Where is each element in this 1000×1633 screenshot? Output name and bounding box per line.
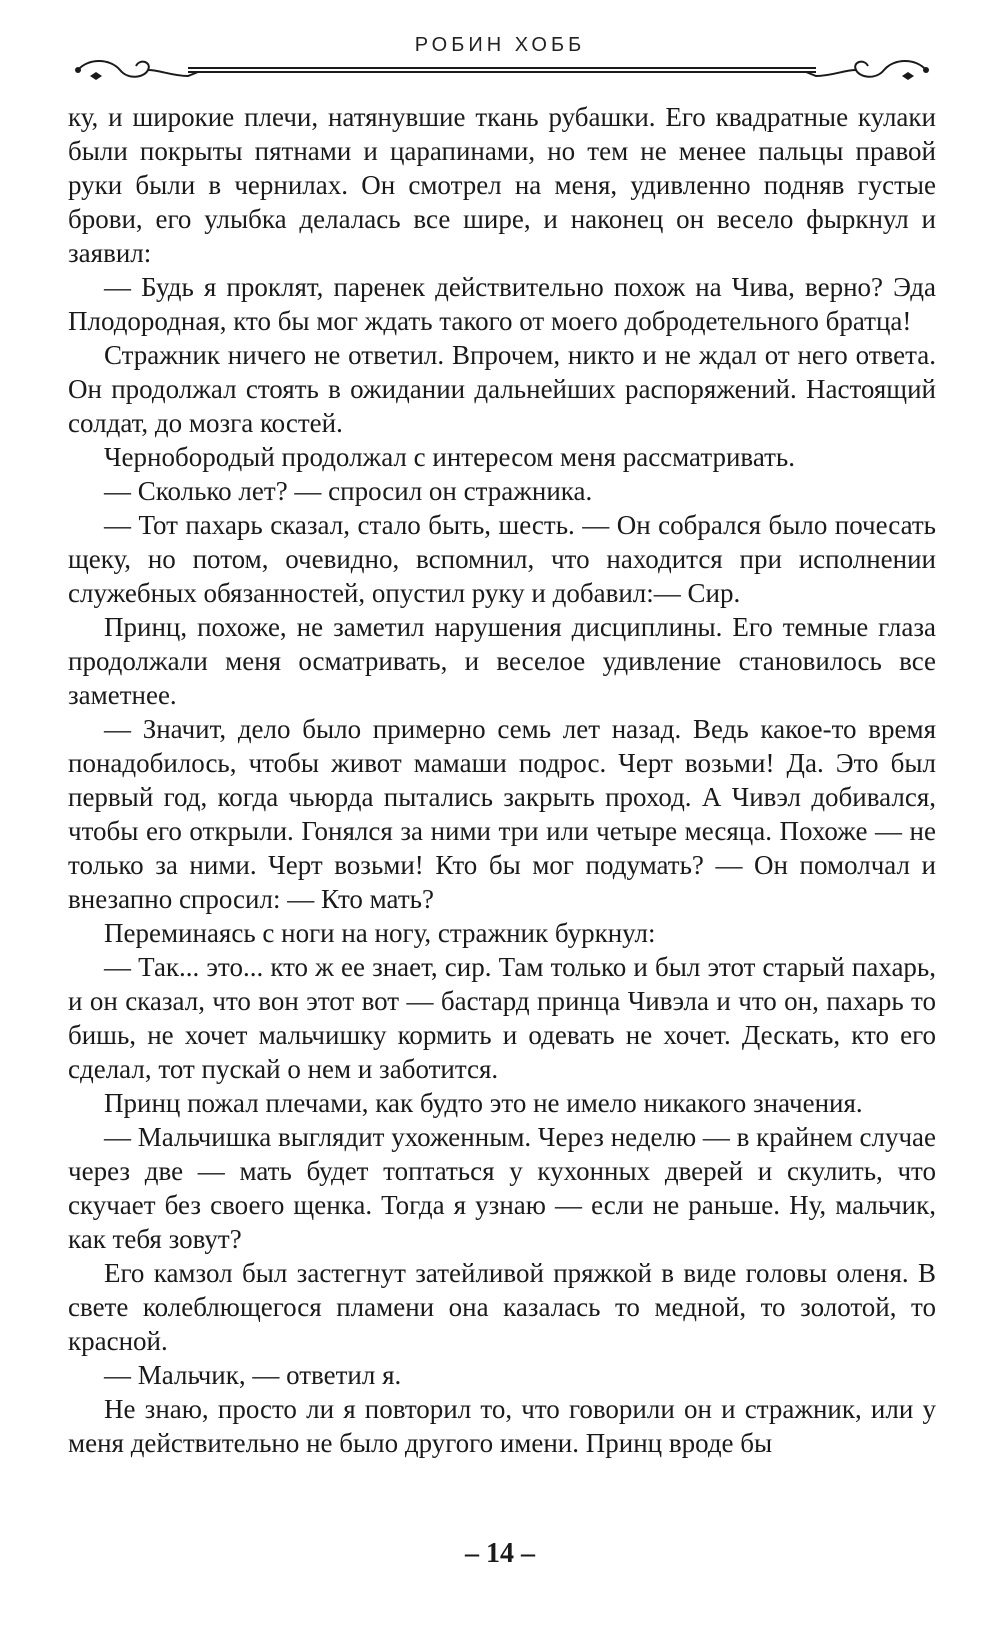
paragraph: Переминаясь с ноги на ногу, стражник буркнул: <box>104 918 656 948</box>
page-number: – 14 – <box>465 1538 535 1569</box>
running-head: РОБИН ХОББ <box>414 34 586 56</box>
header-ornament-icon <box>68 50 936 90</box>
paragraph: — Сколько лет? — спросил он стражника. <box>104 476 593 506</box>
page-header <box>0 30 1000 90</box>
paragraph: Не знаю, просто ли я повторил то, что говорили он и стражник, или у меня действительно не было другого имени. Принц вроде бы <box>68 1394 936 1458</box>
paragraph: — Будь я проклят, паренек действительно похож на Чива, верно? Эда Плодородная, кто бы мог ждать такого от моего добродетельного братца! <box>68 272 936 336</box>
paragraph: Его камзол был застегнут затейливой пряжкой в виде головы оленя. В свете колеблющегося пламени она казалась то медной, то золотой, то красной. <box>68 1258 936 1356</box>
body-text <box>68 100 936 1460</box>
paragraph: — Так... это... кто ж ее знает, сир. Там только и был этот старый пахарь, и он сказал, что вон этот вот — бастард принца Чивэла и что он, пахарь то бишь, не хочет мальчишку кормить и одевать не хочет. Дескать, кто его сделал, тот пускай о нем и заботится. <box>68 952 936 1084</box>
paragraph: Принц пожал плечами, как будто это не имело никакого значения. <box>104 1088 863 1118</box>
paragraph: Чернобородый продолжал с интересом меня рассматривать. <box>104 442 795 472</box>
paragraph: ку, и широкие плечи, натянувшие ткань рубашки. Его квадратные кулаки были покрыты пятнами и царапинами, но тем не менее пальцы правой руки были в чернилах. Он смотрел на меня, удивленно подняв густые брови, его улыбка делалась все шире, и наконец он весело фыркнул и заявил: <box>68 102 936 268</box>
paragraph: — Мальчик, — ответил я. <box>104 1360 402 1390</box>
paragraph: Принц, похоже, не заметил нарушения дисциплины. Его темные глаза продолжали меня осматривать, и веселое удивление становилось все заметнее. <box>68 612 936 710</box>
paragraph: — Значит, дело было примерно семь лет назад. Ведь какое-то время понадобилось, чтобы живот мамаши подрос. Черт возьми! Да. Это был первый год, когда чьюрда пытались закрыть проход. А Чивэл добивался, чтобы его открыли. Гонялся за ними три или четыре месяца. Похоже — не только за ними. Черт возьми! Кто бы мог подумать? — Он помолчал и внезапно спросил: — Кто мать? <box>68 714 936 914</box>
paragraph: — Мальчишка выглядит ухоженным. Через неделю — в крайнем случае через две — мать будет топтаться у кухонных дверей и скулить, что скучает без своего щенка. Тогда я узнаю — если не раньше. Ну, мальчик, как тебя зовут? <box>68 1122 936 1254</box>
paragraph: — Тот пахарь сказал, стало быть, шесть. — Он собрался было почесать щеку, но потом, очевидно, вспомнил, что находится при исполнении служебных обязанностей, опустил руку и добавил:— Сир. <box>68 510 936 608</box>
paragraph: Стражник ничего не ответил. Впрочем, никто и не ждал от него ответа. Он продолжал стоять в ожидании дальнейших распоряжений. Настоящий солдат, до мозга костей. <box>68 340 936 438</box>
